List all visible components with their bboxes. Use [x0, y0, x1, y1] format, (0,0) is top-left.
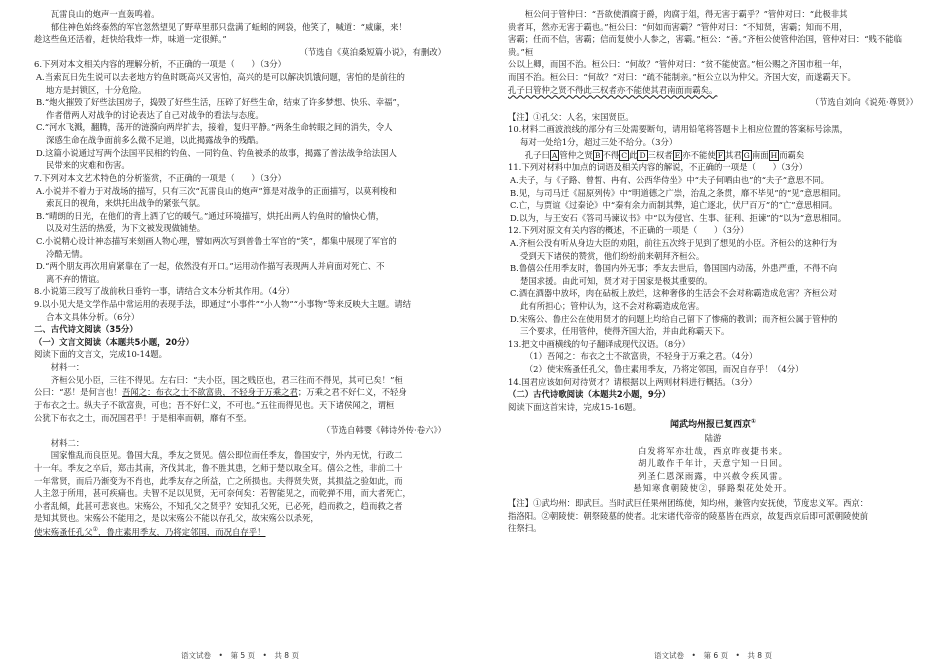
break-option-box[interactable]: A: [551, 150, 558, 160]
question-10-cont: 每对一处给1分，超过三处不给分。（3分）: [520, 137, 678, 148]
poem-line: 胡儿敢作千年计，天意宁知一日回。: [638, 458, 788, 469]
option-7b-cont: 以及对生活的热爱，为下文被发现做铺垫。: [46, 223, 206, 234]
option-11a: A.夫子，与《子路、曾皙、冉有、公西华侍坐》中“夫子何哂由也”的“夫子”意思不同。: [510, 174, 829, 185]
option-12d: D.宋殇公、鲁庄公在使用贤才的问题上均给自己留下了惨痛的教训；而齐桓公属于管仲的: [510, 313, 838, 324]
option-6b-cont: 作者借两人对战争的讨论表达了自己对战争的看法与态度。: [46, 109, 264, 120]
poem-annotation: 往祭扫。: [508, 523, 542, 534]
option-7d-cont: 离不弃的情谊。: [46, 273, 105, 284]
option-6d: D.这篇小说通过写两个法国平民相约钓鱼、一同钓鱼、钓鱼被杀的故事，揭露了普法战争给法国人: [36, 147, 397, 158]
question-12: 12.下列对原文有关内容的概述，不正确的一项是（ ）（3分）: [508, 225, 749, 236]
translation-underline-1: 吾闻之：布衣之士不欲富贵，不轻身于万乘之君: [122, 387, 298, 398]
subsection-heading-classical-prose: （一）文言文阅读（本题共5小题，20分）: [34, 336, 194, 347]
option-12c: C.酒在酒器中放坏，肉在砧板上放烂，这种奢侈的生活会不会对称霸造成危害？齐桓公对: [510, 288, 838, 299]
material-3-text: 害霸；任而不信，害霸；信而复使小人参之，害霸。”桓公：“善。”齐桓公使管仲治国，管仲对曰：“贱不能临贵。”桓: [508, 34, 902, 57]
break-option-box[interactable]: D: [639, 150, 646, 160]
option-11c: C.亡，与贾谊《过秦论》中“秦有余力而制其弊，追亡逐北，伏尸百万”的“亡”意思相同。: [510, 200, 838, 211]
break-option-box[interactable]: E: [674, 150, 681, 160]
material-3-text: 公以上卿，而国不治。桓公曰：“何故？”管仲对曰：“贫不能使富。”桓公赐之齐国市租一年，: [508, 59, 848, 70]
page-footer-right: 语文试卷 • 第 6 页 • 共 8 页: [654, 651, 772, 660]
option-7b: B.“晴朗的日光，在他们的背上洒了它的暖气。”通过环境描写，烘托出两人钓鱼时的愉快心情，: [36, 210, 385, 221]
material-1-label: 材料一：: [50, 362, 85, 373]
material-2-text: [34, 525, 446, 538]
material-2-text: 一年常贤，而后乃渐变为不肖也，此季友存之所益，亡之所损也。夫得贤失贤，其损益之验如此，而: [34, 475, 403, 486]
question-9: 9.以小见大是文学作品中常运用的表现手法，即通过“小事件”“小人物”“小事物”等来反映大主题。请结: [34, 299, 412, 310]
material-3-text: 而国不治。桓公曰：“何故？”对曰：“疏不能制亲。”桓公立以为仲父。齐国大安，而遂霸天下。: [508, 72, 856, 83]
source-note: （节选自《莫泊桑短篇小说》，有删改）: [299, 46, 446, 57]
material-1-text: 公曰：“恶！是何言也！吾闻之：布衣之士不欲富贵，不轻身于万乘之君；万乘之君不好仁义，不轻身: [34, 387, 407, 398]
material-1-text: 公犹下布衣之士，而况国君乎！于是相率而朝，靡有不至。: [34, 412, 252, 423]
page-footer-left: 语文试卷 • 第 5 页 • 共 8 页: [181, 651, 299, 660]
option-7c-cont: 冷酷无情。: [46, 248, 88, 259]
option-7d: D.“两个朋友再次用肩紧靠在了一起，依然没有开口。”运用动作描写表现两人并肩面对死亡、不: [36, 261, 385, 272]
option-7c: C.小说精心设计神态描写来刻画人物心理，譬如两次写到普鲁士军官的“笑”，都集中展现了军官的: [36, 235, 397, 246]
option-12c-cont: 此有所担心；管仲认为，这不会对称霸造成危害。: [520, 301, 705, 312]
option-6c: C.“河水飞溅，翻腾，荡开的涟漪向两岸扩去，接着，复归平静。”两条生命转眼之间的消失，令人: [36, 122, 393, 133]
break-option-box[interactable]: C: [621, 150, 628, 160]
option-7a: A.小说并不着力于对战场的描写，只有三次“瓦雷良山的炮声”算是对战争的正面描写，以莫利梭和: [36, 185, 397, 196]
option-6b: B.“炮火摧毁了好些法国房子，捣毁了好些生活，压碎了好些生命，结束了许多梦想、快乐、幸福”，: [36, 97, 406, 108]
option-6c-cont: 深感生命在战争面前多么微不足道，以此揭露战争的残酷。: [46, 135, 264, 146]
subsection-heading-poetry: （二）古代诗歌阅读（本题共2小题，9分）: [508, 389, 671, 400]
question-11: 11.下列对材料中加点的词语及相关内容的解说，不正确的一项是（ ）（3分）: [508, 162, 808, 173]
poem-line: 白发将军亦壮哉，西京昨夜捷书来。: [638, 445, 788, 456]
reading-instruction: 阅读下面的文言文，完成10-14题。: [34, 349, 168, 360]
material-3-text: 贵者耳，然亦无害于霸也。”桓公曰：“何如而害霸？”管仲对曰：“不知贤，害霸；知而不用，: [508, 21, 848, 32]
option-11b: B.见，与司马迁《屈原列传》中“明道德之广崇，治乱之条贯，靡不毕见”的“见”意思相同。: [510, 187, 846, 198]
story-paragraph: 趁这些鱼还活着，赶快给我炸一炸，味道一定很鲜。”: [34, 34, 227, 45]
option-7a-cont: 索瓦日的视角，来烘托出战争的紧张气氛。: [46, 198, 206, 209]
material-2-text: 人主忽于所用，甚可疾痛也。夫智不足以见贤，无可奈何矣：若智能见之，而乾弹不用，而大者死亡，: [34, 488, 411, 499]
source-note: （节选自韩婴《韩诗外传·卷六》）: [321, 425, 446, 436]
question-13-part-1: （1）吾闻之：布衣之士不欲富贵，不轻身于万乘之君。（4分）: [524, 351, 758, 362]
option-6a: A.当索瓦日先生说可以去老地方钓鱼时既高兴又害怕，高兴的是可以解决饥饿问题，害怕的是前往的: [36, 72, 405, 83]
poem-author: 陆游: [704, 433, 722, 443]
question-10: 10.材料二画波浪线的部分有三处需要断句，请用铅笔将答题卡上相应位置的答案标号涂黑，: [508, 124, 848, 135]
break-option-box[interactable]: G: [743, 150, 750, 160]
option-12b: B.鲁僖公任用季友时，鲁国内外无事；季友去世后，鲁国国内动荡，外患严重，不得不向: [510, 263, 838, 274]
option-6a-cont: 地方是封锁区，十分危险。: [46, 84, 147, 95]
option-12b-cont: 楚国求援。由此可知，贤才对于国家是极其重要的。: [520, 275, 713, 286]
material-2-text: 十一年。季友之卒后，郑击其南，齐伐其北，鲁不胜其患，乞师于楚以取全耳。僖公之性，非前二十: [34, 462, 403, 473]
option-11d: D.以为，与王安石《答司马谏议书》中“以为侵官、生事、征利、拒谏”的“以为”意思相同。: [510, 212, 847, 223]
exam-page-5: [34, 8, 446, 538]
question-13: 13.把文中画横线的句子翻译成现代汉语。（8分）: [508, 338, 690, 349]
question-13-part-2: （2）使宋殇蚤任孔父，鲁庄素用季友，乃将定邻国，而况自存乎！（4分）: [524, 364, 804, 375]
material-2-label: 材料二：: [50, 437, 85, 448]
option-12d-cont: 三个要求，任用管仲，使得齐国大治，并由此称霸天下。: [520, 326, 730, 337]
break-option-box[interactable]: F: [717, 150, 723, 160]
option-6d-cont: 民带来的灾难和伤害。: [46, 160, 130, 171]
translation-underline-2: 使宋殇蚤任孔父①，鲁庄素用季友，乃将定邻国，而况自存乎！: [34, 525, 266, 537]
question-7: 7.下列对本文艺术特色的分析鉴赏，不正确的一项是（ ）（3分）: [34, 172, 286, 183]
question-9-cont: 合本文具体分析。（6分）: [46, 311, 140, 322]
story-paragraph: 瓦雷良山的炮声一直轰鸣着。: [50, 9, 160, 19]
annotation-note: 【注】①孔父：人名，宋国贤臣。: [508, 111, 634, 122]
exam-page-6: [508, 8, 918, 535]
poem-line: 悬知寒食朝陵使②，驿路梨花处处开。: [633, 483, 793, 494]
question-14: 14.国君应该如何对待贤才？请根据以上两则材料进行概括。（3分）: [508, 376, 757, 387]
material-1-text: 于布衣之士。纵夫子不欲富贵，可也；吾不好仁义，不可也。”五往而得见也。天下诸侯闻之，谓桓: [34, 399, 395, 410]
material-2-text: 是知其贤也。宋殇公不能用之，是以宋殇公不能以存孔父，故宋殇公以杀死，: [34, 513, 319, 524]
wavy-underlined-sentence: 孔子曰管仲之贤不得此三权者亦不能使其君南面而霸矣。: [508, 84, 718, 95]
poem-line: 列圣仁恩深雨露，中兴赦令疾风雷。: [638, 470, 788, 481]
question-8: 8.小说第三段写了战前秋日垂钓一事，请结合文本分析其作用。（4分）: [34, 286, 295, 297]
poem-title: 闻武均州报已复西京①: [669, 417, 757, 430]
material-2-text: 小者乱倾，此甚可悲哀也。宋殇公，不知孔父之贤乎？安知孔父死，已必死，趋而救之，趋而救之者: [34, 500, 403, 511]
break-option-box[interactable]: B: [594, 150, 601, 160]
punctuation-choice-line: 孔子曰 A 管仲之贤 B 不得 C 此 D 三权者 E 亦不能使 F 其君 G 南面 H 而霸矣: [524, 149, 805, 160]
break-option-box[interactable]: H: [770, 150, 778, 160]
poem-annotation: 指洛阳。②朝陵使：朝祭陵墓的使者。北宋诸代帝帝的陵墓皆在西京，故复西京后即可派朝陵使前: [508, 510, 869, 521]
source-note: （节选自刘向《说苑·尊贤》）: [810, 97, 918, 108]
poem-annotation: 【注】①武均州：即武巨。当时武巨任果州团练使，知均州，兼管内安抚使，节度忠义军。西京：: [508, 498, 869, 509]
material-3-text: 桓公问于管仲曰：“吾欲使酒腐于爵，肉腐于俎，得无害于霸乎？”管仲对曰：“此极非其: [524, 9, 848, 19]
section-heading-2: 二、古代诗文阅读（35分）: [34, 324, 138, 335]
question-6: 6.下列对本文相关内容的理解分析，不正确的一项是（ ）（3分）: [34, 59, 286, 70]
story-paragraph: 郁住神色始终泰然的军官忽然望见了野草里那只盘满了蚯蚓的网袋，他笑了，喊道：“威廉，来！: [50, 21, 407, 32]
reading-instruction: 阅读下面这首宋诗，完成15-16题。: [508, 401, 642, 412]
material-2-text: 国家惟乱而良臣见。鲁国大乱，季友之贤见。僖公即位而任季友，鲁国安宁，外内无忧，行政二: [50, 450, 403, 461]
material-1-text: 齐桓公见小臣，三往不得见。左右曰：“夫小臣，国之贱臣也，君三往而不得见，其可已矣！”桓: [50, 374, 403, 385]
option-12a-cont: 受到天下诸侯的赞赏，他们纷纷前来朝拜齐桓公。: [520, 250, 705, 261]
option-12a: A.齐桓公没有听从身边大臣的劝阻，前往五次终于见到了想见的小臣。齐桓公的这种行为: [510, 237, 837, 248]
